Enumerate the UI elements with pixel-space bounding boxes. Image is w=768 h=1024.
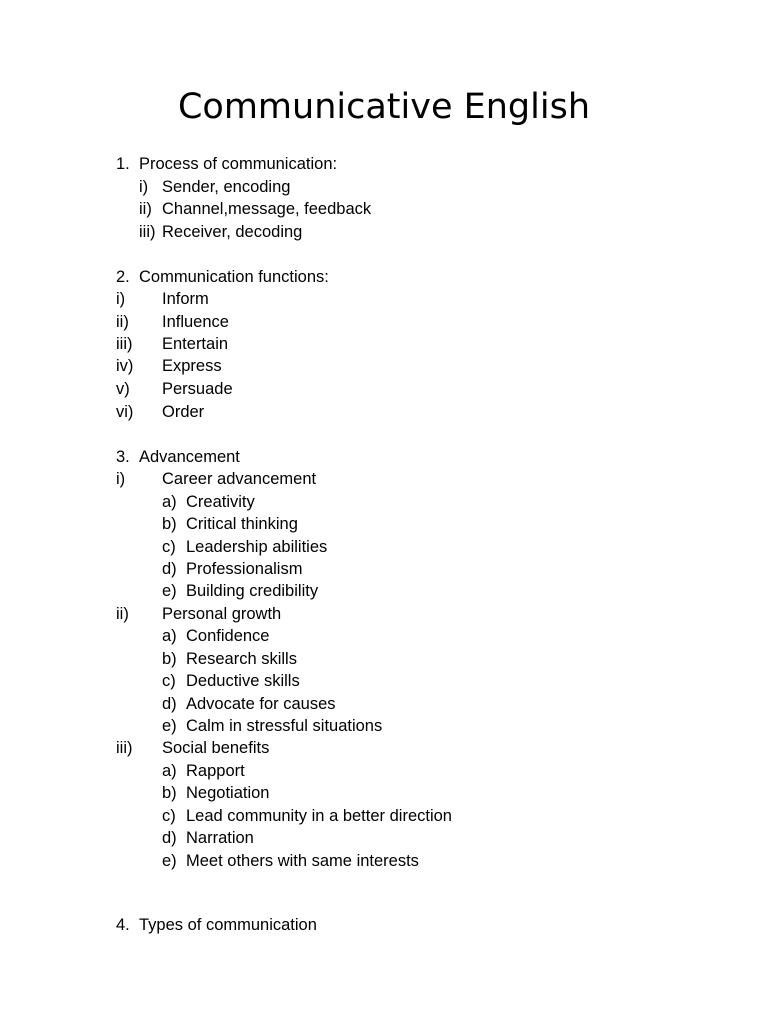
sub-list-item: Research skills bbox=[186, 650, 297, 668]
sub-list-marker: d) bbox=[162, 829, 177, 847]
list-marker: ii) bbox=[116, 313, 129, 331]
list-item: Persuade bbox=[162, 380, 233, 398]
sub-list-marker: c) bbox=[162, 807, 176, 825]
list-marker: iv) bbox=[116, 357, 134, 375]
sub-list-item: Leadership abilities bbox=[186, 538, 328, 556]
list-item: Social benefits bbox=[162, 739, 270, 757]
section-number: 4. bbox=[116, 916, 130, 934]
list-item: Channel,message, feedback bbox=[162, 200, 372, 218]
list-item: Entertain bbox=[162, 335, 229, 353]
list-marker: iii) bbox=[139, 223, 156, 241]
section-number: 2. bbox=[116, 268, 130, 286]
page-title: Communicative English bbox=[177, 87, 591, 127]
sub-list-item: Meet others with same interests bbox=[186, 852, 419, 870]
sub-list-marker: c) bbox=[162, 672, 176, 690]
list-marker: i) bbox=[139, 178, 149, 196]
list-marker: i) bbox=[116, 470, 126, 488]
sub-list-marker: a) bbox=[162, 493, 177, 511]
sub-list-item: Advocate for causes bbox=[186, 695, 336, 713]
sub-list-marker: d) bbox=[162, 695, 177, 713]
sub-list-item: Confidence bbox=[186, 627, 270, 645]
sub-list-item: Lead community in a better direction bbox=[186, 807, 452, 825]
list-marker: i) bbox=[116, 290, 126, 308]
section-heading: Process of communication: bbox=[139, 155, 338, 173]
list-item: Influence bbox=[162, 313, 229, 331]
sub-list-item: Narration bbox=[186, 829, 254, 847]
list-marker: ii) bbox=[116, 605, 129, 623]
list-item: Order bbox=[162, 403, 205, 421]
list-item: Personal growth bbox=[162, 605, 282, 623]
section-heading: Types of communication bbox=[139, 916, 317, 934]
section-heading: Communication functions: bbox=[139, 268, 329, 286]
sub-list-item: Creativity bbox=[186, 493, 255, 511]
sub-list-item: Professionalism bbox=[186, 560, 303, 578]
sub-list-marker: e) bbox=[162, 582, 177, 600]
sub-list-marker: b) bbox=[162, 650, 177, 668]
list-marker: ii) bbox=[139, 200, 152, 218]
sub-list-marker: c) bbox=[162, 538, 176, 556]
sub-list-marker: e) bbox=[162, 852, 177, 870]
sub-list-item: Rapport bbox=[186, 762, 245, 780]
sub-list-marker: a) bbox=[162, 762, 177, 780]
list-item: Inform bbox=[162, 290, 209, 308]
sub-list-marker: b) bbox=[162, 784, 177, 802]
list-marker: v) bbox=[116, 380, 130, 398]
list-item: Sender, encoding bbox=[162, 178, 291, 196]
section-number: 1. bbox=[116, 155, 130, 173]
sub-list-item: Calm in stressful situations bbox=[186, 717, 383, 735]
list-marker: iii) bbox=[116, 335, 133, 353]
section-number: 3. bbox=[116, 448, 130, 466]
list-item: Receiver, decoding bbox=[162, 223, 303, 241]
list-item: Career advancement bbox=[162, 470, 317, 488]
sub-list-marker: d) bbox=[162, 560, 177, 578]
section-heading: Advancement bbox=[139, 448, 240, 466]
sub-list-marker: a) bbox=[162, 627, 177, 645]
sub-list-item: Critical thinking bbox=[186, 515, 298, 533]
sub-list-marker: b) bbox=[162, 515, 177, 533]
sub-list-marker: e) bbox=[162, 717, 177, 735]
list-marker: vi) bbox=[116, 403, 134, 421]
sub-list-item: Negotiation bbox=[186, 784, 270, 802]
sub-list-item: Building credibility bbox=[186, 582, 319, 600]
list-marker: iii) bbox=[116, 739, 133, 757]
sub-list-item: Deductive skills bbox=[186, 672, 300, 690]
list-item: Express bbox=[162, 357, 222, 375]
